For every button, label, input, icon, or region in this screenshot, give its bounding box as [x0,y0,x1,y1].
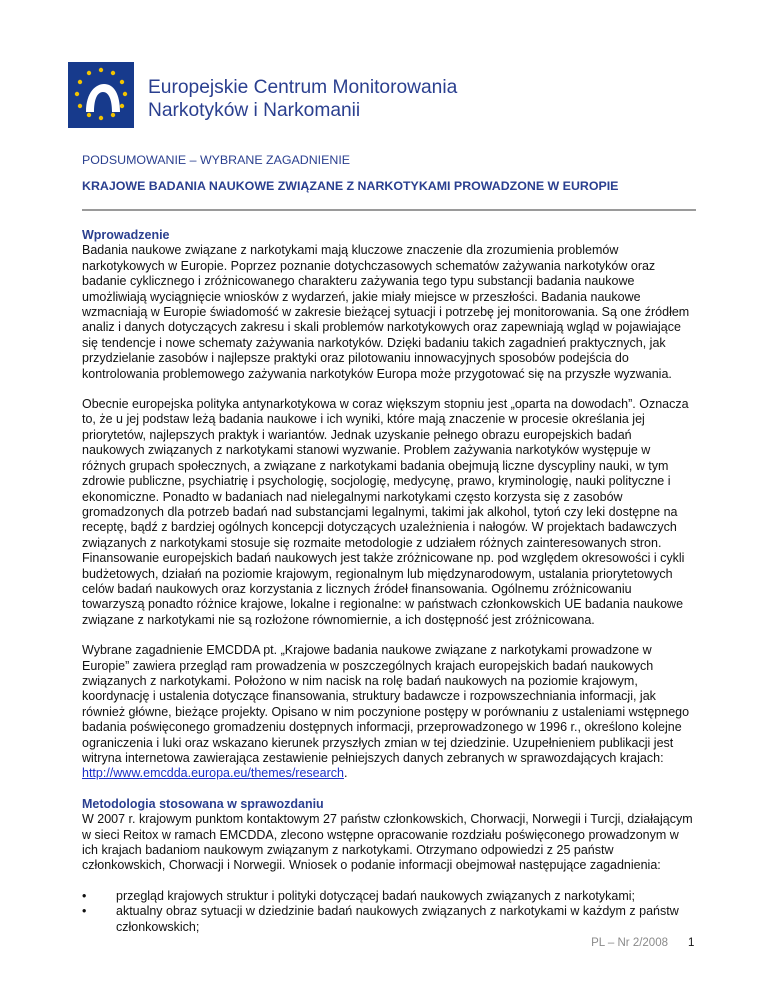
paragraph-intro-3-text: Wybrane zagadnienie EMCDDA pt. „Krajowe badania naukowe związane z narkotykami prowadzone w Europie” zawiera przegląd ram prowadzenia w poszczególnych krajach europejskich badań naukowych związanych z narkotykami. Położono w nim nacisk na rolę badań naukowych na poziomie krajowym, koordynację i ustalenia dotyczące finansowania, struktury badawcze i rozpowszechniania informacji, jak również główne, bieżące projekty. Opisano w nim poczynione postępy w porównaniu z ustaleniami wstępnego badania poświęconego gromadzeniu dostępnych informacji, przeprowadzonego w 1996 r., określono kolejne ograniczenia i luki oraz wskazano kierunek przyszłych zmian w tej dziedzinie. Uzupełnieniem publikacji jest witryna internetowa zawierająca zestawienie pełniejszych danych zebranych w sprawozdających krajach: [82,643,690,765]
section-heading-introduction: Wprowadzenie [82,228,170,242]
logo-emblem-icon [68,62,134,128]
paragraph-intro-3-end: . [343,766,348,781]
footer-reference: PL – Nr 2/2008 [591,937,668,949]
paragraph-intro-2: Obecnie europejska polityka antynarkotykowa w coraz większym stopniu jest „oparta na dowodach”. Oznacza to, że u jej podstaw leżą badania naukowe i ich wyniki, które mają znaczenie w procesie określania jej priorytetów, najlepszych praktyk i wariantów. Jednak uzyskanie pełnego obrazu europejskich badań naukowych związanych z narkotykami stanowi wyzwanie. Problem zażywania narkotyków występuje w różnych grupach społecznych, a związane z narkotykami badania obejmują liczne dyscypliny nauki, w tym zdrowie publiczne, psychiatrię i psychologię, socjologię, medycynę, prawo, kryminologię, nauki polityczne i ekonomiczne. Ponadto w badaniach nad nielegalnymi narkotykami często korzysta się z zasobów gromadzonych dla potrzeb badań nad substancjami legalnymi, takimi jak alkohol, tytoń czy leki dostępne na receptę, bądź z bardziej ogólnych koncepcji dotyczących uzależnienia i nałogów. W projektach badawczych związanych z narkotykami stosuje się rozmaite metodologie z udziałem różnych zainteresowanych stron. Finansowanie europejskich badań naukowych jest także zróżnicowane np. pod względem okresowości i cykli budżetowych, działań na poziomie krajowym, regionalnym lub międzynarodowym, ustalania priorytetowych celów badań naukowych oraz korzystania z licznych źródeł finansowania. Ogólnemu zróżnicowaniu towarzyszą ponadto różnice krajowe, lokalne i regionalne: w państwach członkowskich UE badania naukowe związane z narkotykami nie są rozłożone równomiernie, a ich dostępność jest zróżnicowana. [82,397,689,627]
document-title: KRAJOWE BADANIA NAUKOWE ZWIĄZANE Z NARKOTYKAMI PROWADZONE W EUROPIE [82,179,619,193]
page-number: 1 [688,937,695,949]
section-heading-methodology: Metodologia stosowana w sprawozdaniu [82,796,324,811]
bullet-icon: • [82,888,87,903]
paragraph-methodology-1: W 2007 r. krajowym punktom kontaktowym 27 państw członkowskich, Chorwacji, Norwegii i Turcji, działającym w sieci Reitox w ramach EMCDDA, zlecono wstępne opracowanie rozdziału poświęconego prowadzonym w ich krajach badaniom naukowym związanym z narkotykami. Otrzymano odpowiedzi z 25 państw członkowskich, Chorwacji i Norwegii. Wniosek o podanie informacji obejmował następujące zagadnienia: [82,812,693,873]
research-theme-link[interactable]: http://www.emcdda.europa.eu/themes/research [82,766,344,781]
list-item [82,889,696,904]
list-item [82,904,696,935]
organization-name-line-2: Narkotyków i Narkomanii [148,100,361,121]
organization-name [148,76,457,122]
bullet-icon: • [82,904,87,919]
list-item-text: przegląd krajowych struktur i polityki dotyczącej badań naukowych związanych z narkotykami; [116,888,635,903]
document-body [82,228,696,935]
topics-list [82,889,696,935]
paragraph-intro-3 [82,643,696,782]
document-kicker: PODSUMOWANIE – WYBRANE ZAGADNIENIE [82,153,351,167]
organization-name-line-1: Europejskie Centrum Monitorowania [148,77,458,98]
emcdda-logo [68,62,134,128]
paragraph-intro-1: Badania naukowe związane z narkotykami mają kluczowe znaczenie dla zrozumienia problemów narkotykowych w Europie. Poprzez poznanie dotychczasowych schematów zażywania narkotyków oraz badanie cyklicznego i zróżnicowanego charakteru zażywania tego typu substancji badania naukowe umożliwiają wyciągnięcie wniosków z wydarzeń, jakie miały miejsce w przeszłości. Badania naukowe wzmacniają w Europie świadomość w zakresie bieżącej sytuacji i potrzebę jej monitorowania. Są one źródłem analiz i danych dotyczących zakresu i skali problemów narkotykowych oraz zapewniają wgląd w pojawiające się tendencje i nowe schematy zażywania narkotyków. Dzięki badaniu takich zagadnień praktycznych, jak przydzielanie zasobów i najlepsze praktyki oraz pilotowaniu innowacyjnych sposobów podejścia do kontrolowania problemowego zażywania narkotyków Europa może przygotować się na przyszłe wyzwania. [82,243,690,381]
list-item-text: aktualny obraz sytuacji w dziedzinie badań naukowych związanych z narkotykami w każdym z państw członkowskich; [116,904,679,934]
title-divider [82,209,696,211]
